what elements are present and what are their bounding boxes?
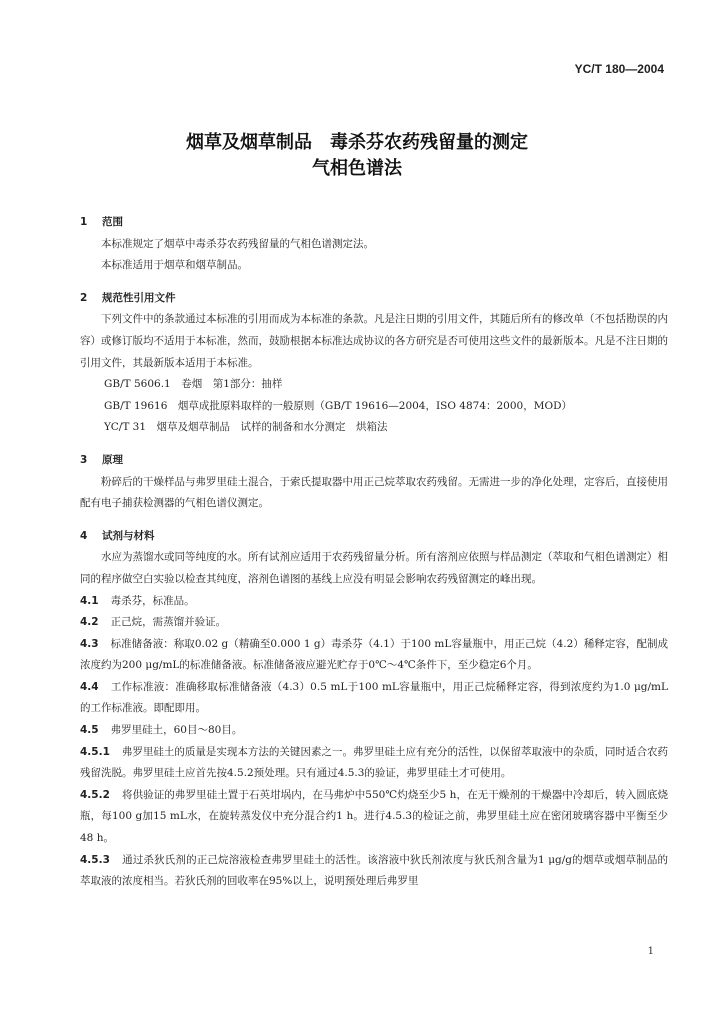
clause-4-4 xyxy=(80,677,668,720)
clause-number: 4.1 xyxy=(80,594,99,607)
clause-4-5-1 xyxy=(80,742,668,785)
clause-number: 4.5.2 xyxy=(80,788,110,801)
clause-number: 4.5.3 xyxy=(80,853,110,866)
principle-paragraph: 粉碎后的干燥样品与弗罗里硅土混合，于索氏提取器中用正己烷萃取农药残留。无需进一步的净化处理，定容后，直接使用配有电子捕获检测器的气相色谱仪测定。 xyxy=(80,475,668,510)
standard-code: YC/T 180—2004 xyxy=(574,62,664,76)
section-number: 1 xyxy=(80,216,88,228)
section-title: 原理 xyxy=(102,453,123,466)
references-paragraph: 下列文件中的条款通过本标准的引用而成为本标准的条款。凡是注日期的引用文件，其随后所有的修改单（不包括勘误的内容）或修订版均不适用于本标准，然而，鼓励根据本标准达成协议的各方研究是否可使用这些文件的最新版本。凡是不注日期的引用文件，其最新版本适用于本标准。 xyxy=(80,313,668,369)
section-title: 规范性引用文件 xyxy=(102,291,176,304)
scope-paragraph-1: 本标准规定了烟草中毒杀芬农药残留量的气相色谱测定法。 xyxy=(101,237,374,250)
section-heading-principle xyxy=(80,450,668,472)
document-body xyxy=(80,212,668,893)
section-heading-reagents xyxy=(80,526,668,548)
section-number: 2 xyxy=(80,291,88,304)
reagents-paragraph: 水应为蒸馏水或同等纯度的水。所有试剂应适用于农药残留量分析。所有溶剂应依照与样品测定（萃取和气相色谱测定）相同的程序做空白实验以检查其纯度，溶剂色谱图的基线上应没有明显会影响农药残留测定的峰出现。 xyxy=(80,551,668,585)
section-number: 4 xyxy=(80,529,88,542)
clause-4-5-3 xyxy=(80,850,668,893)
clause-text: 工作标准液：准确移取标准储备液（4.3）0.5 mL于100 mL容量瓶中，用正己烷稀释定容，得到浓度约为1.0 μg/mL的工作标准液。即配即用。 xyxy=(80,680,668,715)
clause-number: 4.5 xyxy=(80,724,99,737)
clause-4-1 xyxy=(80,591,668,613)
section-number: 3 xyxy=(80,453,88,466)
page-number: 1 xyxy=(647,946,654,957)
reference-item: GB/T 5606.1 卷烟 第1部分：抽样 xyxy=(104,378,283,391)
clause-text: 弗罗里硅土，60目～80目。 xyxy=(110,724,243,737)
section-heading-references xyxy=(80,288,668,310)
document-subtitle: 气相色谱法 xyxy=(312,158,402,179)
section-heading-scope xyxy=(80,212,668,234)
document-title: 烟草及烟草制品 毒杀芬农药残留量的测定 xyxy=(186,132,528,153)
reference-item: YC/T 31 烟草及烟草制品 试样的制备和水分测定 烘箱法 xyxy=(104,421,388,434)
clause-4-5-2 xyxy=(80,785,668,850)
section-title: 范围 xyxy=(102,216,123,228)
clause-text: 标准储备液：称取0.02 g（精确至0.000 1 g）毒杀芬（4.1）于100 mL容量瓶中，用正己烷（4.2）稀释定容，配制成浓度约为200 μg/mL的标准储备液。标准储备液应避光贮存于0℃～4℃条件下，至少稳定6个月。 xyxy=(80,637,668,672)
clause-text: 正己烷，需蒸馏并验证。 xyxy=(110,616,227,629)
clause-4-2 xyxy=(80,612,668,634)
clause-text: 弗罗里硅土的质量是实现本方法的关键因素之一。弗罗里硅土应有充分的活性，以保留萃取液中的杂质，同时适合农药残留洗脱。弗罗里硅土应首先按4.5.2预处理。只有通过4.5.3的验证，弗罗里硅土才可使用。 xyxy=(80,745,668,780)
clause-number: 4.2 xyxy=(80,616,99,629)
clause-number: 4.4 xyxy=(80,680,99,693)
clause-4-3 xyxy=(80,634,668,677)
clause-text: 通过杀狄氏剂的正己烷溶液检查弗罗里硅土的活性。该溶液中狄氏剂浓度与狄氏剂含量为1 μg/g的烟草或烟草制品的萃取液的浓度相当。若狄氏剂的回收率在95%以上，说明预处理后弗罗里 xyxy=(80,853,668,888)
scope-paragraph-2: 本标准适用于烟草和烟草制品。 xyxy=(101,259,248,272)
clause-text: 毒杀芬，标准品。 xyxy=(110,594,195,607)
clause-text: 将供验证的弗罗里硅土置于石英坩埚内，在马弗炉中550℃灼烧至少5 h，在无干燥剂的干燥器中冷却后，转入圆底烧瓶，每100 g加15 mL水，在旋转蒸发仪中充分混合约1 h。进行4.5.3的检证之前，弗罗里硅土应在密闭玻璃容器中平衡至少48 h。 xyxy=(80,788,668,845)
clause-4-5 xyxy=(80,720,668,742)
clause-number: 4.3 xyxy=(80,637,99,650)
section-title: 试剂与材料 xyxy=(102,529,155,542)
clause-number: 4.5.1 xyxy=(80,745,110,758)
reference-item: GB/T 19616 烟草成批原料取样的一般原则（GB/T 19616—2004，ISO 4874：2000，MOD） xyxy=(104,399,572,412)
